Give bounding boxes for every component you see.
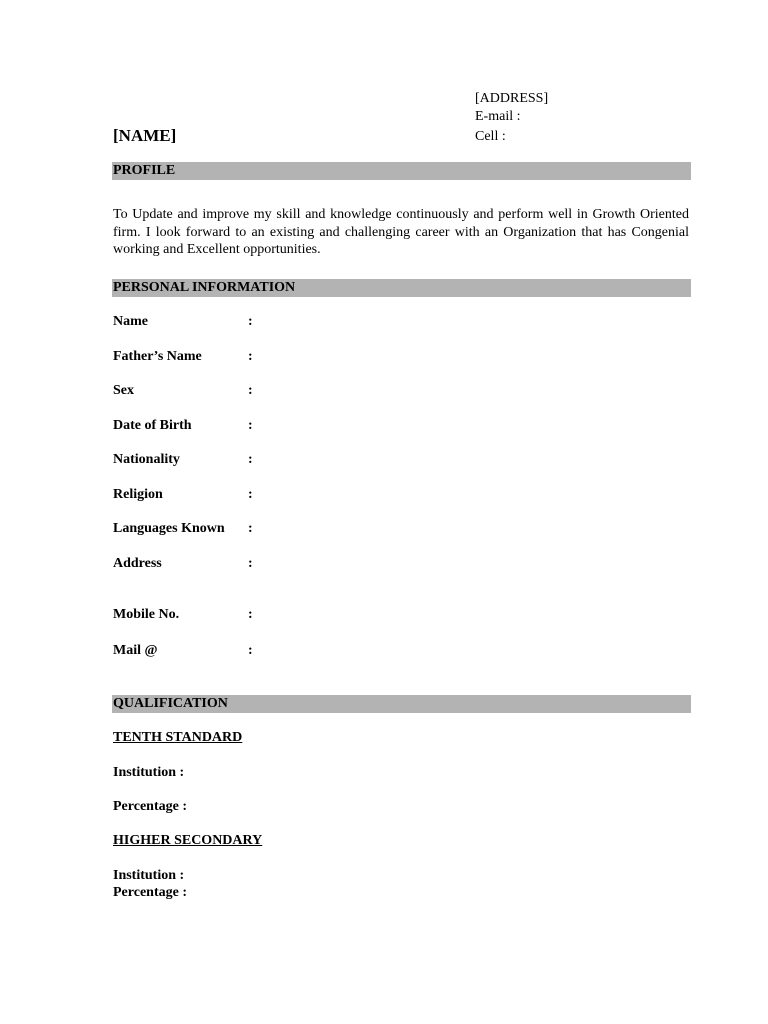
applicant-name: [NAME] — [113, 126, 177, 145]
field-separator: : — [248, 521, 253, 536]
field-label-name: Name — [113, 314, 148, 329]
field-separator: : — [248, 418, 253, 433]
tenth-institution-label: Institution : — [113, 765, 185, 780]
section-heading-profile: PROFILE — [112, 162, 691, 180]
profile-text: To Update and improve my skill and knowledge continuously and perform well in Growth Oriented firm. I look forward to an existing and challenging career with an Organization that has Congenial working and Excellent opportunities. — [113, 207, 689, 257]
field-separator: : — [248, 607, 253, 622]
section-heading-qualification: QUALIFICATION — [112, 695, 691, 713]
field-label-nationality: Nationality — [113, 452, 180, 467]
field-separator: : — [248, 383, 253, 398]
field-label-address: Address — [113, 556, 162, 571]
higher-secondary-institution-label: Institution : — [113, 868, 185, 883]
higher-secondary-percentage-label: Percentage : — [113, 885, 187, 900]
field-label-sex: Sex — [113, 383, 134, 398]
field-separator: : — [248, 314, 253, 329]
field-label-religion: Religion — [113, 487, 163, 502]
contact-block — [475, 90, 548, 146]
cell-line: Cell : — [475, 129, 506, 144]
email-line: E-mail : — [475, 109, 521, 124]
field-separator: : — [248, 556, 253, 571]
field-label-mobile-no: Mobile No. — [113, 607, 180, 622]
field-label-date-of-birth: Date of Birth — [113, 418, 192, 433]
field-separator: : — [248, 643, 253, 658]
field-separator: : — [248, 487, 253, 502]
subheading-tenth-standard: TENTH STANDARD — [113, 730, 243, 745]
section-heading-personal-information: PERSONAL INFORMATION — [112, 279, 691, 297]
field-label-mail: Mail @ — [113, 643, 158, 658]
field-label-fathers-name: Father’s Name — [113, 349, 202, 364]
tenth-percentage-label: Percentage : — [113, 799, 187, 814]
address-line: [ADDRESS] — [475, 91, 549, 106]
field-separator: : — [248, 349, 253, 364]
field-separator: : — [248, 452, 253, 467]
subheading-higher-secondary: HIGHER SECONDARY — [113, 833, 263, 848]
field-label-languages-known: Languages Known — [113, 521, 225, 536]
